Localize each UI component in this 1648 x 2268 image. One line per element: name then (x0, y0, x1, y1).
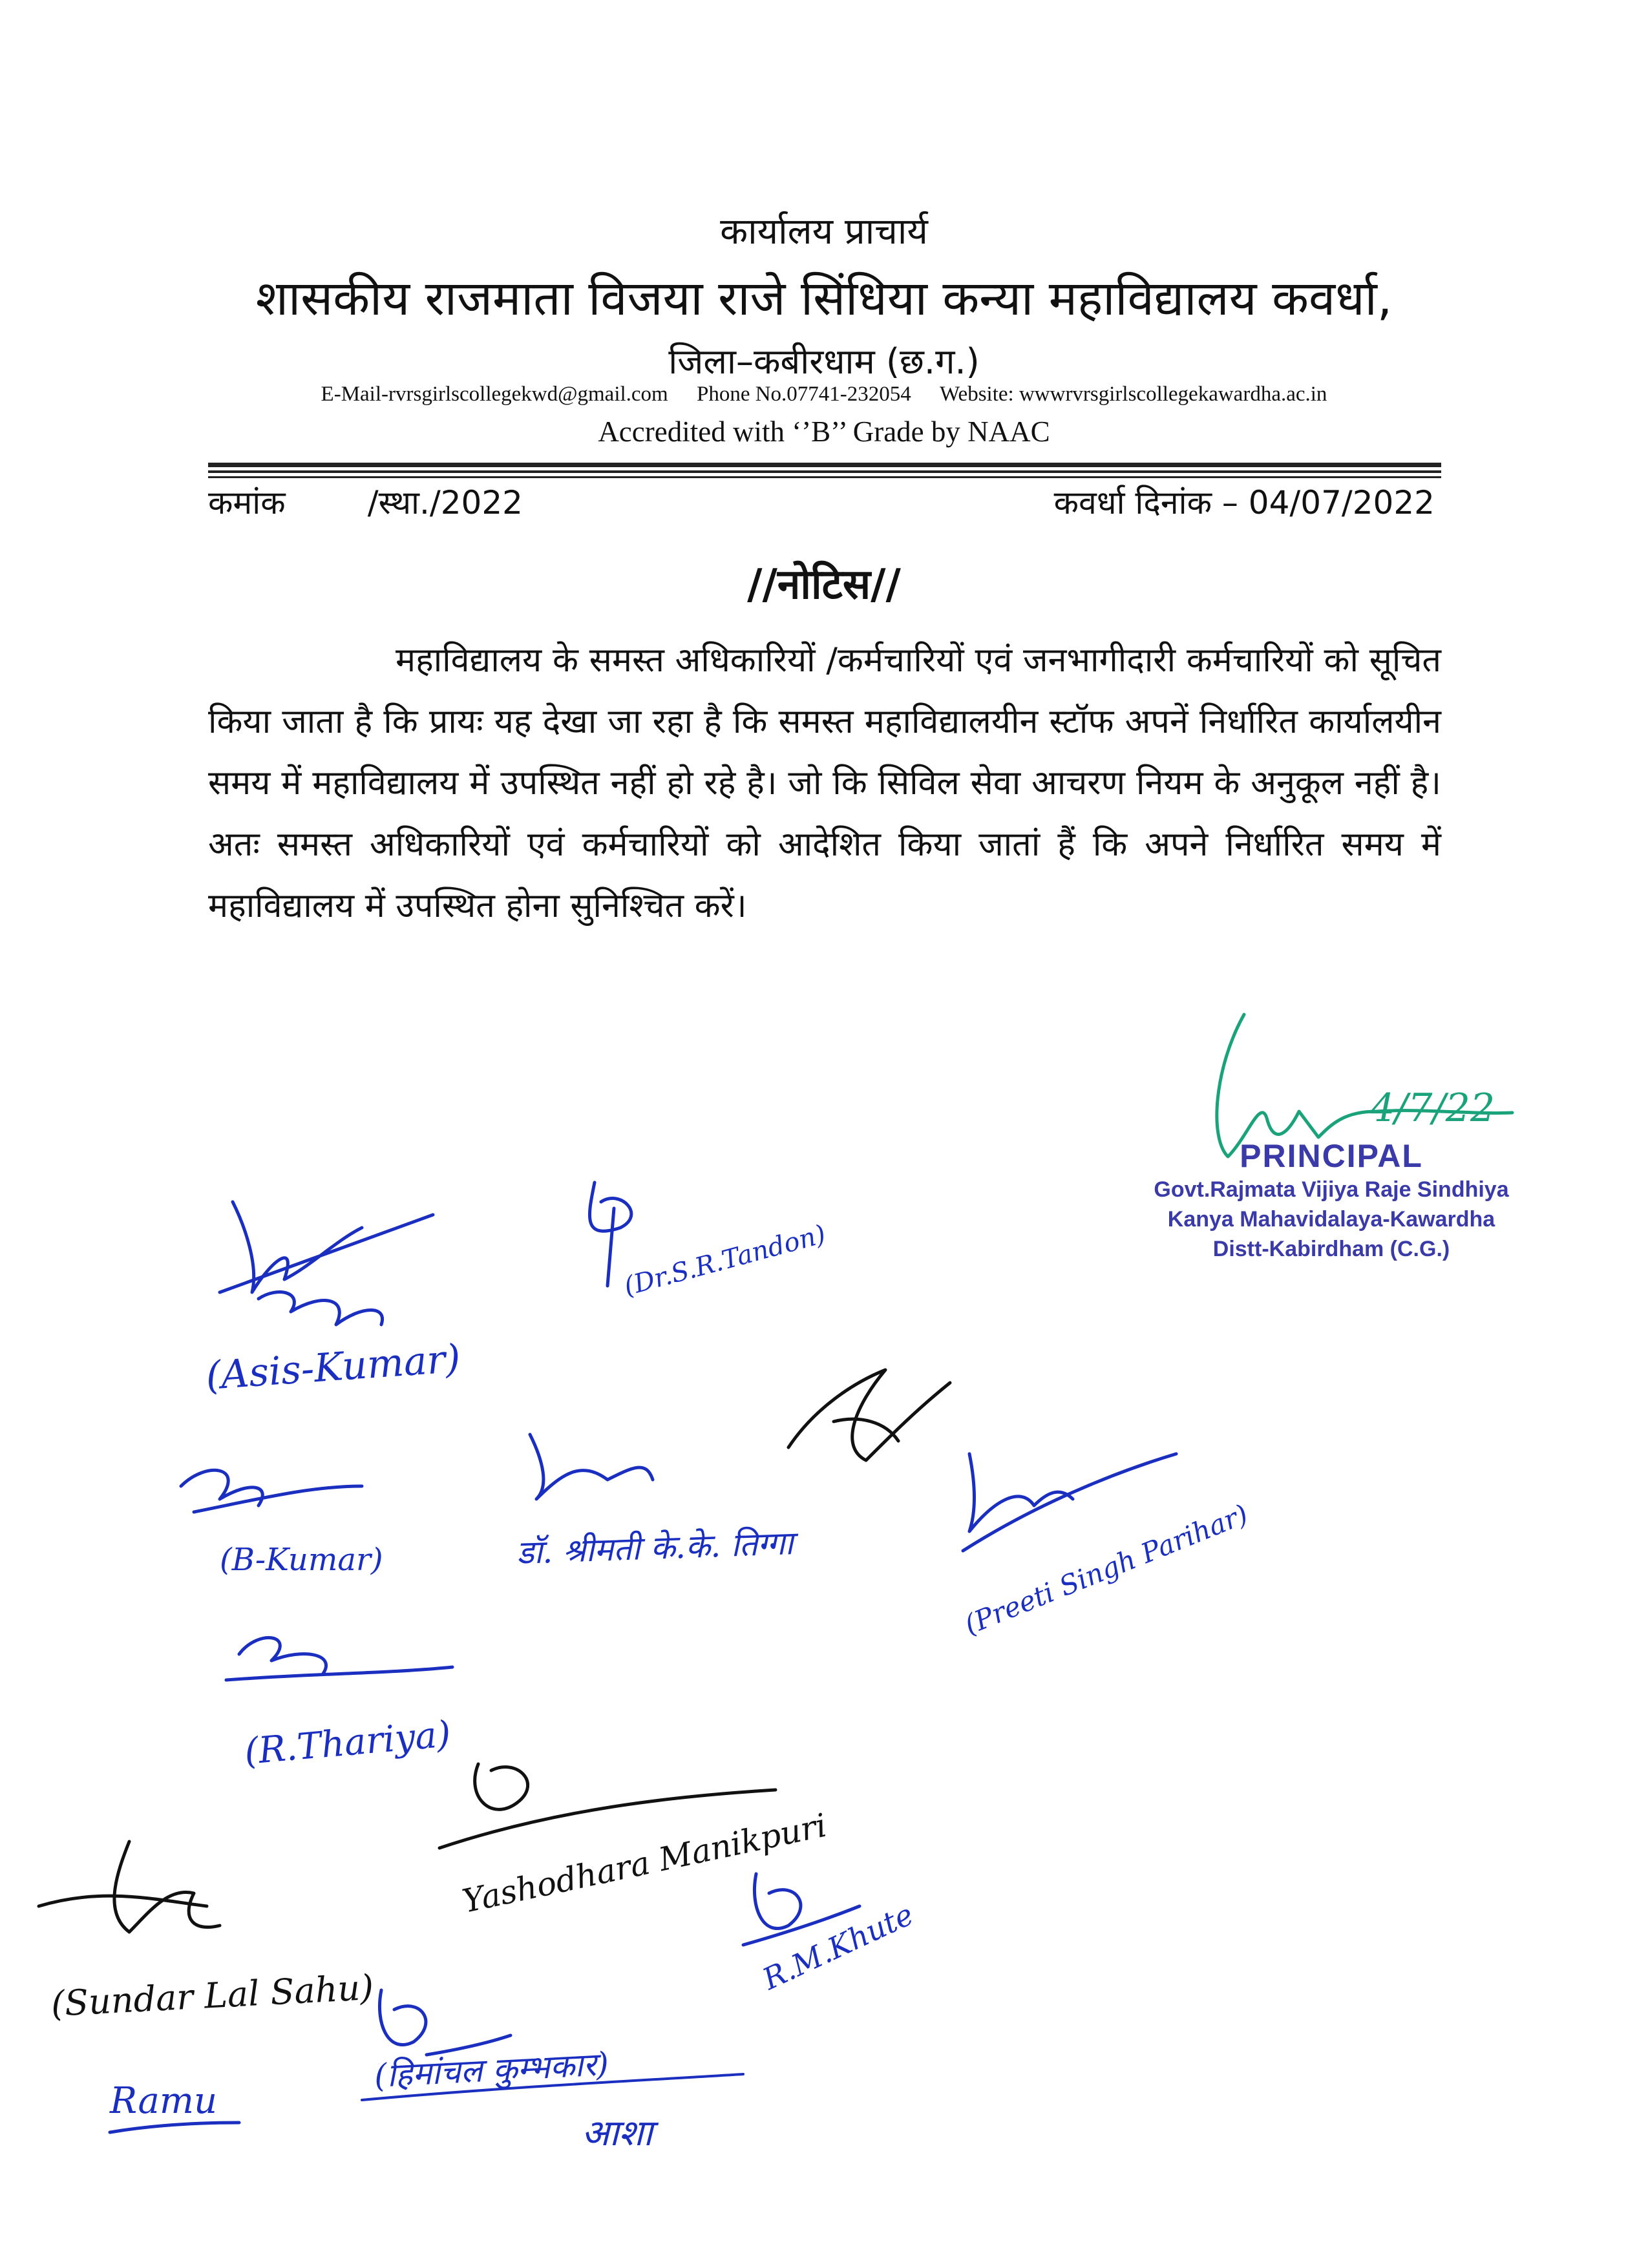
college-name: शासकीय राजमाता विजया राजे सिंधिया कन्या महाविद्यालय कवर्धा, (255, 271, 1393, 326)
phone: Phone No.07741-232054 (696, 383, 911, 406)
signature-scribble (963, 1454, 1176, 1551)
reference-number: कमांक /स्था./2022 (208, 484, 523, 521)
signature-scribble (181, 1470, 362, 1512)
accreditation: Accredited with ‘’B’’ Grade by NAAC (598, 415, 1050, 448)
office-label: कार्यालय प्राचार्य (720, 211, 928, 253)
signature-caption: Yashodhara Manikpuri (459, 1806, 830, 1920)
signature-caption: (Asis-Kumar) (204, 1336, 462, 1399)
signature-scribble (226, 1638, 452, 1680)
date-line: कवर्धा दिनांक – 04/07/2022 (1053, 484, 1435, 521)
notice-title: //नोटिस// (747, 561, 901, 609)
signature-caption: (हिमांचल कुम्भकार) (373, 2045, 610, 2095)
signature-scribble (530, 1434, 653, 1499)
signature-caption: Ramu (110, 2080, 218, 2122)
stamp-line: Govt.Rajmata Vijiya Raje Sindhiya (1154, 1177, 1509, 1202)
signature-scribble (589, 1182, 631, 1286)
signature-scribble (39, 1842, 220, 1932)
signature-scribble (379, 1990, 511, 2055)
signature-caption: (B-Kumar) (220, 1542, 383, 1578)
signature-scribble (259, 1292, 383, 1325)
signature-scribble (220, 1202, 433, 1292)
signature-caption: (R.Thariya) (242, 1713, 453, 1773)
principal-date: 4/7/22 (1370, 1086, 1495, 1131)
website: Website: wwwrvrsgirlscollegekawardha.ac.in (940, 383, 1327, 406)
signature-caption: (Dr.S.R.Tandon) (620, 1219, 829, 1302)
notice-body: महाविद्यालय के समस्त अधिकारियों /कर्मचारियों एवं जनभागीदारी कर्मचारियों को सूचित किया जाता है कि प्रायः यह देखा जा रहा है कि समस्त महाविद्यालयीन स्टॉफ अपनें निर्धारित कार्यालयीन समय में महाविद्यालय में उपस्थित नहीं हो रहे है। जो कि सिविल सेवा आचरण नियम के अनुकूल नहीं है। अतः समस्त अधिकारियों एवं कर्मचारियों को आदेशित किया जातां हैं कि अपने निर्धारित समय में महाविद्यालय में उपस्थित होना सुनिश्चित करें। (208, 641, 1441, 925)
stamp-line: Kanya Mahavidalaya-Kawardha (1167, 1207, 1495, 1232)
signature-caption: (Sundar Lal Sahu) (50, 1966, 375, 2024)
district-line: जिला–कबीरधाम (छ.ग.) (668, 341, 980, 382)
signature-caption: आशा (582, 2112, 653, 2154)
signature-underline (110, 2123, 239, 2132)
signature-caption: R.M.Khute (757, 1896, 919, 1997)
stamp-line: Distt-Kabirdham (C.G.) (1212, 1237, 1450, 1261)
email: E-Mail-rvrsgirlscollegekwd@gmail.com (321, 383, 668, 406)
stamp-title: PRINCIPAL (1240, 1138, 1423, 1174)
signature-scribble (788, 1370, 950, 1460)
signature-caption: डॉ. श्रीमती के.के. तिग्गा (516, 1524, 794, 1571)
signature-caption: (Preeti Singh Parihar) (960, 1498, 1252, 1641)
